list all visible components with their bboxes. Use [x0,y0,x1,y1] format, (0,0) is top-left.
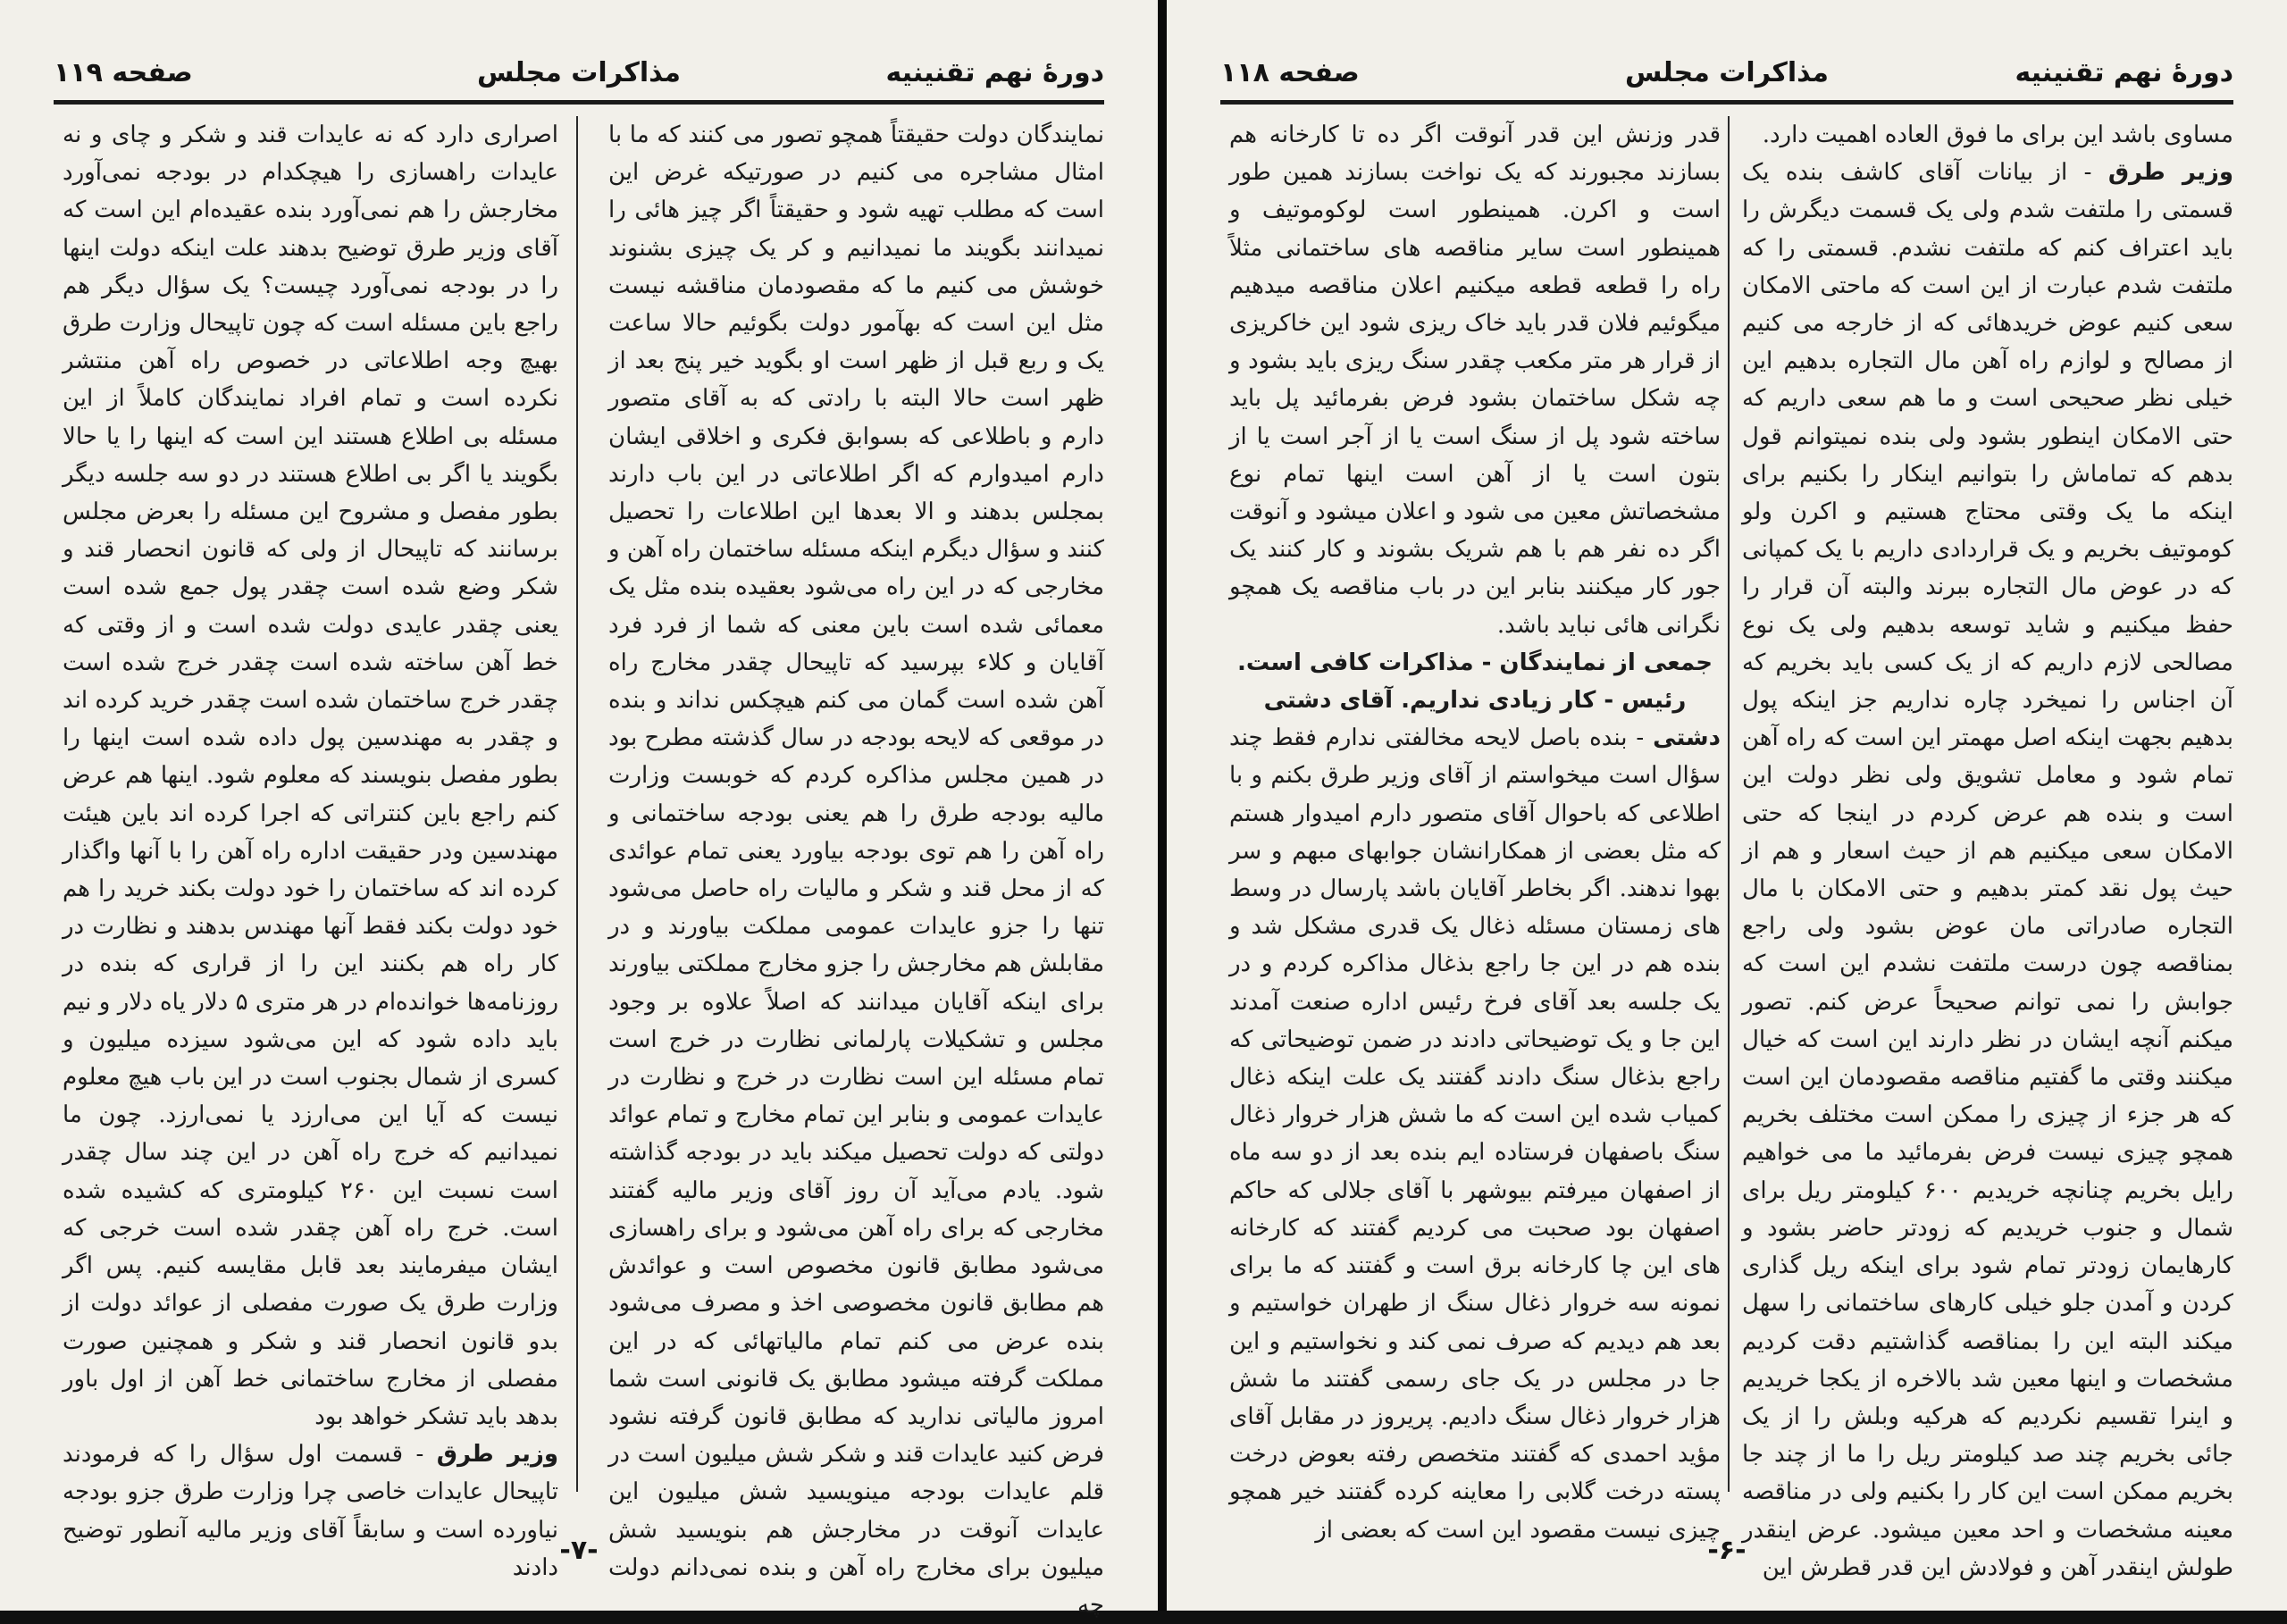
speaker-name: دشتی [1653,724,1721,752]
speech-text: قسمت اول سؤال را که فرمودند تاپیحال عایدات خاصی چرا وزارت طرق جزو بودجه نیاورده است و سابقاً آقای وزیر مالیه آنطور توضیح دادند [63,1441,558,1581]
interjection: جمعی از نمایندگان - مذاکرات کافی است. [1236,649,1713,676]
chair-remark: رئیس - کار زیادی نداریم. آقای دشتی [1263,687,1687,715]
publication-title: مذاکرات مجلس [1624,57,1830,88]
paragraph: مساوی باشد این برای ما فوق العاده اهمیت دارد. [1762,121,2233,148]
page-header [54,52,1104,102]
speech-text: بنده باصل لایحه مخالفتی ندارم فقط چند سؤال است میخواستم از آقای وزیر طرق بکنم و با اطلاعی که باحوال آقای متصور دارم امیدوار هستم که مثل بعضی از همکارانشان جوابهای مبهم و سر بهوا ندهند. اگر بخاطر آقایان باشد پارسال در وسط های زمستان مسئله ذغال یک قدری مشکل شد و بنده هم در این جا راجع بذغال مذاکره کردم و در یک جلسه بعد آقای فرخ رئیس اداره صنعت آمدند این جا و یک توضیحاتی دادند در ضمن توضیحاتی که راجع بذغال سنگ دادند گفتند یک علت اینکه ذغال کمیاب شده این است که ما شش هزار خروار ذغال سنگ باصفهان فرستاده ایم بنده بعد از دو سه ماه از اصفهان میرفتم بیوشهر با آقای جلالی که حاکم اصفهان بود صحبت می کردیم گفتند که کارخانه های این چا کارخانه برق است و گفتند که ما برای نمونه سه خروار ذغال سنگ از طهران خواستیم و بعد هم دیدیم که صرف نمی کند و نخواستیم و این جا در مجلس در یک جای رسمی گفتند ما شش هزار خروار ذغال سنگ دادیم. پریروز در مقابل آقای مؤید احمدی که گفتند متخصص رفته بعوض درخت پسته درخت گلابی را معاینه کرده گفتند خیر همچو چیزی نیست مقصود این است که بعضی از [1229,724,1721,1544]
text-column-right [1742,116,2233,1581]
speaker-name: وزیر طرق [436,1441,559,1469]
page-number: صفحه ۱۱۹ [54,57,193,88]
book-gutter [1158,0,1167,1611]
page-header [1220,52,2233,102]
text-column-left [63,116,559,1581]
text-column-left [1229,116,1721,1544]
page-number: صفحه ۱۱۸ [1220,57,1360,88]
session-term: دورهٔ نهم تقنینیه [2015,57,2233,88]
paragraph: قدر وزنش این قدر آنوقت اگر ده تا کارخانه هم بسازند مجبورند که یک نواخت بسازند همین طور است و اکرن. همینطور است لوکوموتیف و همینطور است سایر مناقصه های ساختمانی مثلاً راه را قطعه قطعه میکنیم اعلان مناقصه میدهیم میگوئیم فلان قدر باید خاک ریزی شود این خاکریزی از قرار هر متر مکعب چقدر سنگ ریزی باید بشود و چه شکل ساختمان بشود فرض بفرمائید پل باید ساخته شود پل از سنگ است یا از آجر است یا از بتون است یا از آهن است اینها تمام نوع مشخصاتش معین می شود و اعلان میشود و آنوقت اگر ده نفر هم با هم شریک بشوند و کار کنند یک جور کار میکنند بنابر این در باب مناقصه یک همچو نگرانی هائی نباید باشد. [1229,121,1721,639]
speech-text: از بیانات آقای کاشف بنده یک قسمتی را ملتفت شدم ولی یک قسمت دیگرش را باید اعتراف کنم که ملتفت نشدم. قسمتی را که ملتفت شدم عبارت از این است که ماحتی الامکان سعی کنیم عوض خریدهائی که از خارجه می کنیم از مصالح و لوازم راه آهن مال التجاره بدهیم این خیلی نظر صحیحی است و ما هم سعی داریم که حتی الامکان اینطور بشود ولی بنده نمیتوانم قول بدهم که تماماش را بتوانیم اینکار را بکنیم برای اینکه ما یک وقتی محتاج هستیم و اکرن ولو کوموتیف بخریم و یک قراردادی داریم با یک کمپانی که در عوض مال التجاره ببرند والبته آن قرار را حفظ میکنیم و شاید توسعه بدهیم ولی یک نوع مصالحی لازم داریم که از یک کسی باید بخریم که آن اجناس را نمیخرد چاره نداریم جز اینکه پول بدهیم بجهت اینکه اصل مهمتر این است که راه آهن تمام شود و معامل تشویق ولی نظر دولت این است و بنده هم عرض کردم در اینجا که حتی الامکان سعی میکنیم هم از حیث اسعار و هم از حیث پول نقد کمتر بدهیم و حتی الامکان با مال التجاره صادراتی مان عوض بشود ولی راجع بمناقصه چون درست ملتفت نشدم این است که جوابش را نمی توانم صحیحاً عرض کنم. تصور میکنم آنچه ایشان در نظر دارند این است که خیال میکنند وقتی ما گفتیم مناقصه مقصودمان این است که هر جزء از چیزی را ممکن است مختلف بخریم همچو چیزی نیست فرض بفرمائید ما می خواهیم رایل بخریم چنانچه خریدیم ۶۰۰ کیلومتر ریل برای شمال و جنوب خریدیم که زودتر حاضر بشود و کارهایمان زودتر تمام شود برای اینکه ریل گذاری کردن و آمدن جلو خیلی کارهای ساختمانی را سهل میکند البته این را بمناقصه گذاشتیم دقت کردیم مشخصات و اینها معین شد بالاخره از یکجا خریدیم و اینرا تقسیم نکردیم که هرکیه وبلش را از یک جائی بخریم چند صد کیلومتر ریل را ما از چند جا بخریم ممکن است این کار را بکنیم ولی در مناقصه معینه مشخصات و احد معین میشود. عرض اینقدر طولش اینقدر آهن و فولادش این قدر قطرش این [1742,159,2233,1581]
speaker-paragraph: وزیر طرق - از بیانات آقای کاشف بنده یک قسمتی را ملتفت شدم ولی یک قسمت دیگرش را باید اعتراف کنم که ملتفت نشدم. قسمتی را که ملتفت شدم عبارت از این است که ماحتی الامکان سعی کنیم عوض خریدهائی که از خارجه می کنیم از مصالح و لوازم راه آهن مال التجاره بدهیم این خیلی نظر صحیحی است و ما هم سعی داریم که حتی الامکان اینطور بشود ولی بنده نمیتوانم قول بدهم که تماماش را بتوانیم اینکار را بکنیم برای اینکه ما یک وقتی محتاج هستیم و اکرن ولو کوموتیف بخریم و یک قراردادی داریم با یک کمپانی که در عوض مال التجاره ببرند والبته آن قرار را حفظ میکنیم و شاید توسعه بدهیم ولی یک نوع مصالحی لازم داریم که از یک کسی باید بخریم که آن اجناس را نمیخرد چاره نداریم جز اینکه پول بدهیم بجهت اینکه اصل مهمتر این است که راه آهن تمام شود و معامل تشویق ولی نظر دولت این است و بنده هم عرض کردم در اینجا که حتی الامکان سعی میکنیم هم از حیث اسعار و هم از حیث پول نقد کمتر بدهیم و حتی الامکان با مال التجاره صادراتی مان عوض بشود ولی راجع بمناقصه چون درست ملتفت نشدم این است که جوابش را نمی توانم صحیحاً عرض کنم. تصور میکنم آنچه ایشان در نظر دارند این است که خیال میکنند وقتی ما گفتیم مناقصه مقصودمان این است که هر جزء از چیزی را ممکن است مختلف بخریم همچو چیزی نیست فرض بفرمائید ما می خواهیم رایل بخریم چنانچه خریدیم ۶۰۰ کیلومتر ریل برای شمال و جنوب خریدیم که زودتر حاضر بشود و کارهایمان زودتر تمام شود برای اینکه ریل گذاری کردن و آمدن جلو خیلی کارهای ساختمانی را سهل میکند البته این را بمناقصه گذاشتیم دقت کردیم مشخصات و اینها معین شد بالاخره از یکجا خریدیم و اینرا تقسیم نکردیم که هرکیه وبلش را از یک جائی بخریم چند صد کیلومتر ریل را ما از چند جا بخریم ممکن است این کار را بکنیم ولی در مناقصه معینه مشخصات و احد معین میشود. عرض اینقدر طولش اینقدر آهن و فولادش این قدر قطرش این [1742,159,2233,1581]
right-page [1167,0,2287,1611]
folio-number: -۶- [1707,1535,1747,1566]
folio-number: -۷- [559,1535,599,1566]
speaker-paragraph: دشتی - بنده باصل لایحه مخالفتی ندارم فقط چند سؤال است میخواستم از آقای وزیر طرق بکنم و با اطلاعی که باحوال آقای متصور دارم امیدوار هستم که مثل بعضی از همکارانشان جوابهای مبهم و سر بهوا ندهند. اگر بخاطر آقایان باشد پارسال در وسط های زمستان مسئله ذغال یک قدری مشکل شد و بنده هم در این جا راجع بذغال مذاکره کردم و در یک جلسه بعد آقای فرخ رئیس اداره صنعت آمدند این جا و یک توضیحاتی دادند در ضمن توضیحاتی که راجع بذغال سنگ دادند گفتند یک علت اینکه ذغال کمیاب شده این است که ما شش هزار خروار ذغال سنگ باصفهان فرستاده ایم بنده بعد از دو سه ماه از اصفهان میرفتم بیوشهر با آقای جلالی که حاکم اصفهان بود صحبت می کردیم گفتند که کارخانه های این چا کارخانه برق است و گفتند که ما برای نمونه سه خروار ذغال سنگ از طهران خواستیم و بعد هم دیدیم که صرف نمی کند و نخواستیم و این جا در مجلس در یک جای رسمی گفتند ما شش هزار خروار ذغال سنگ دادیم. پریروز در مقابل آقای مؤید احمدی که گفتند متخصص رفته بعوض درخت پسته درخت گلابی را معاینه کرده گفتند خیر همچو چیزی نیست مقصود این است که بعضی از [1229,724,1721,1544]
paragraph: نمایندگان دولت حقیقتاً همچو تصور می کنند که ما با امثال مشاجره می کنیم در صورتیکه غرض این است که مطلب تهیه شود و حقیقتاً اگر چیز هائی را نمیدانند بگویند ما نمیدانیم و کر یک چیزی بشنوند خوشش می کنیم ما که مقصودمان مناقشه نیست مثل این است که بهآمور دولت بگوئیم حالا ساعت یک و ربع قبل از ظهر است او بگوید خیر پنج بعد از ظهر است حالا البته با رادتی که به آقای متصور دارم و باطلاعی که بسوابق فکری و اخلاقی ایشان دارم امیدوارم که اگر اطلاعاتی در این باب دارند بمجلس بدهند و الا بعدها این اطلاعات را تحصیل کنند و سؤال دیگرم اینکه مسئله ساختمان راه آهن و مخارجی که در این راه می‌شود بعقیده بنده مثل یک معمائی شده است باین معنی که شما از فرد فرد آقایان و کلاء بپرسید که تاپیحال چقدر مخارج راه آهن شده است گمان می کنم هیچکس نداند و بنده در موقعی که لایحه بودجه در سال گذشته مطرح بود در همین مجلس مذاکره کردم که خوبست وزارت مالیه بودجه طرق را هم یعنی بودجه ساختمانی و راه آهن را هم توی بودجه بیاورد یعنی تمام عوائدی که از محل قند و شکر و مالیات راه حاصل می‌شود تنها را جزو عایدات عمومی مملکت بیاورند و در مقابلش هم مخارجش را جزو مخارج مملکتی بیاورند برای اینکه آقایان میدانند که اصلاً علاوه بر وجود مجلس و تشکیلات پارلمانی نظارت در خرج است تمام مسئله این است نظارت در خرج و نظارت در عایدات عمومی و بنابر این تمام مخارج و تمام عوائد دولتی که دولت تحصیل میکند باید در بودجه گذاشته شود. یادم می‌آید آن روز آقای وزیر مالیه گفتند مخارجی که برای راه آهن می‌شود و برای راهسازی می‌شود مطابق قانون مخصوص است و عوائدش هم مطابق قانون مخصوصی اخذ و مصرف می‌شود بنده عرض می کنم تمام مالیاتهائی که در این مملکت گرفته میشود مطابق یک قانونی است شما امروز مالیاتی ندارید که مطابق قانون گرفته نشود فرض کنید عایدات قند و شکر شش میلیون است در قلم عایدات بودجه مینویسید شش میلیون این عایدات آنوقت در مخارجش هم بنویسید شش میلیون برای مخارج راه آهن و بنده نمی‌دانم دولت چه [608,121,1104,1619]
column-separator [1728,116,1730,1492]
header-rule [1220,100,2233,105]
speaker-paragraph: وزیر طرق - قسمت اول سؤال را که فرمودند تاپیحال عایدات خاصی چرا وزارت طرق جزو بودجه نیاورده است و سابقاً آقای وزیر مالیه آنطور توضیح دادند [63,1441,559,1581]
publication-title: مذاکرات مجلس [476,57,682,88]
text-column-right [608,116,1104,1619]
session-term: دورهٔ نهم تقنینیه [885,57,1104,88]
column-separator [576,116,578,1492]
speaker-name: وزیر طرق [2107,159,2233,187]
paragraph: اصراری دارد که نه عایدات قند و شکر و چای و نه عایدات راهسازی را هیچکدام در بودجه نمی‌آورد مخارجش را هم نمی‌آورد بنده عقیده‌ام این است که آقای وزیر طرق توضیح بدهند علت اینکه دولت اینها را در بودجه نمی‌آورد چیست؟ یک سؤال دیگر هم راجع باین مسئله است که چون تاپیحال وزارت طرق بهیچ وجه اطلاعاتی در خصوص راه آهن منتشر نکرده است و تمام افراد نمایندگان کاملاً از این مسئله بی اطلاع هستند این است که اینها را یا حالا بگویند یا اگر بی اطلاع هستند در دو سه جلسه دیگر بطور مفصل و مشروح این مسئله را بعرض مجلس برسانند که تاپیحال از ولی که قانون انحصار قند و شکر وضع شده است چقدر پول جمع شده است یعنی چقدر عایدی دولت شده است و از وقتی که خط آهن ساخته شده است چقدر خرج شده است چقدر خرج ساختمان شده است چقدر خرید کرده اند و چقدر به مهندسین پول داده شده است اینها را بطور مفصل بنویسند که معلوم شود. اینها هم عرض کنم راجع باین کنتراتی که اجرا کرده اند باین هیئت مهندسین ودر حقیقت اداره راه آهن را با آنها واگذار کرده اند که ساختمان را خود دولت بکند خرید را هم خود دولت بکند فقط آنها مهندس بدهند و نظارت در کار راه هم بکنند این را از قراری که بنده در روزنامه‌ها خوانده‌ام در هر متری ۵ دلار یاه دلار و نیم باید داده شود که این می‌شود سیزده میلیون و کسری از شمال بجنوب است در این باب هیچ معلوم نیست که آیا این می‌ارزد یا نمی‌ارزد. چون ما نمیدانیم که خرج راه آهن در این چند سال چقدر است نسبت این ۲۶۰ کیلومتری که کشیده شده است. خرج راه آهن چقدر شده است خرجی که ایشان میفرمایند بعد قابل مقایسه کنیم. پس اگر وزارت طرق یک صورت مفصلی از عوائد دولت از بدو قانون انحصار قند و شکر و همچنین صورت مفصلی از مخارج ساختمانی خط آهن از اول باور بدهد باید تشکر خواهد بود [63,121,559,1430]
header-rule [54,100,1104,105]
